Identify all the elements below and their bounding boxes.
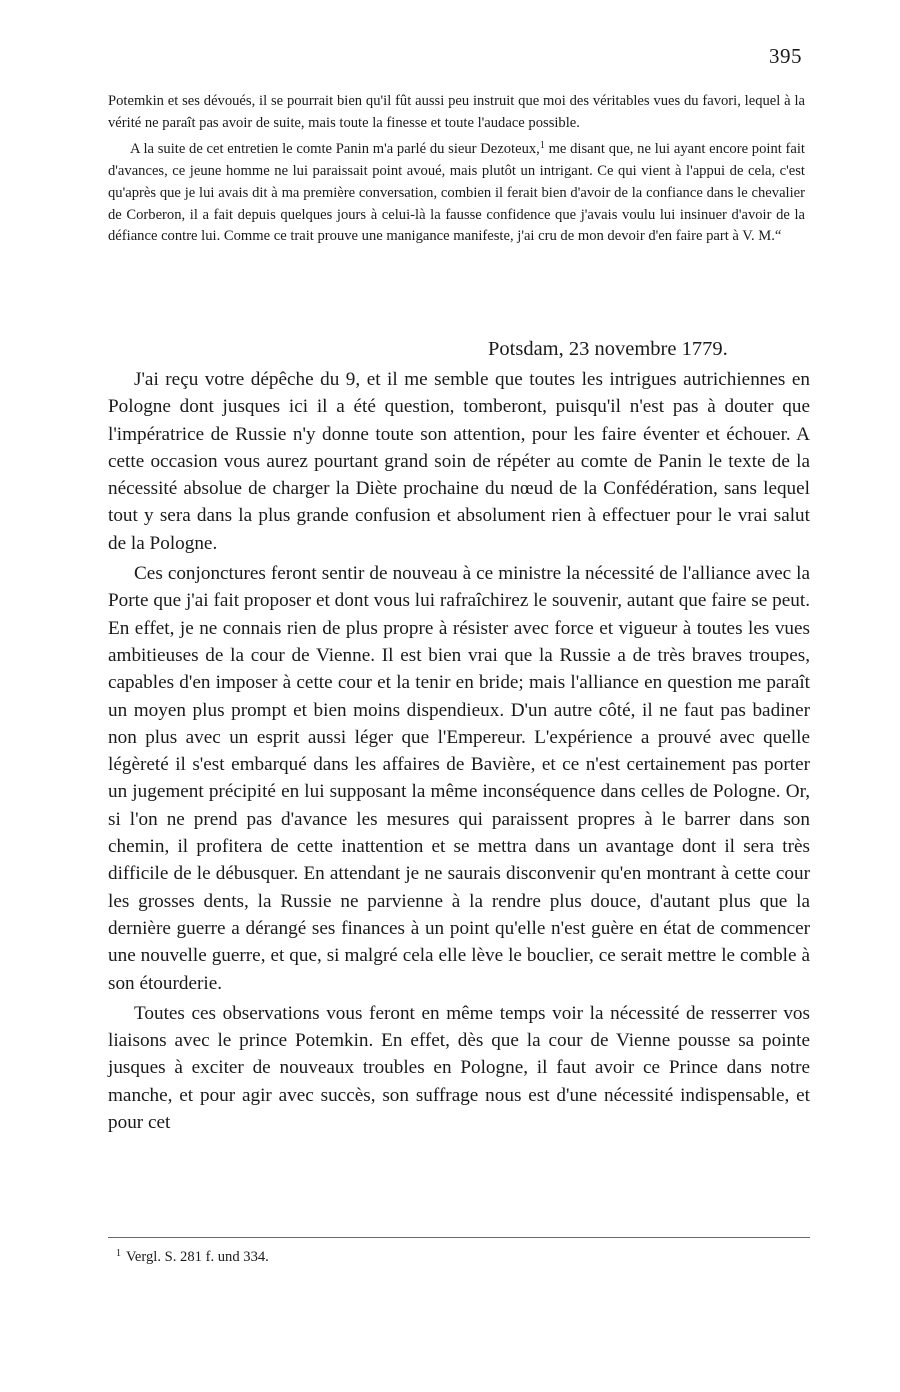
- letter-dateline: Potsdam, 23 novembre 1779.: [488, 338, 728, 360]
- footnote-marker: 1: [116, 1248, 121, 1259]
- letter-paragraph-1: J'ai reçu votre dépêche du 9, et il me semble que toutes les intrigues autrichiennes en Pologne dont jusques ici il a été question, tomberont, puisqu'il n'est pas à douter que l'impératrice de Russie n'y donne toute son attention, pour les faire éventer et échouer. A cette occasion vous aurez pourtant grand soin de répéter au comte de Panin le texte de la nécessité absolue de charger la Diète prochaine du nœud de la Confédération, sans lequel tout y sera dans la plus grande confusion et absolument rien à effectuer pour le vrai salut de la Pologne.: [108, 369, 810, 554]
- quote-paragraph-2-end: me disant que, ne lui ayant encore point fait d'avances, ce jeune homme ne lui paraissait point avoué, mais plutôt un intrigant. Ce qui vient à l'appui de cela, c'est qu'après que je lui avais dit à ma première conversation, combien il ferait bien d'avoir de la confiance dans le chevalier de Corberon, il a fait depuis quelques jours à celui-là la fausse confidence que j'avais voulu lui insinuer d'avoir de la défiance contre lui. Comme ce trait prouve une manigance manifeste, j'ai cru de mon devoir d'en faire part à V. M.“: [108, 140, 805, 245]
- footnote-divider: [108, 1237, 810, 1238]
- page-number: 395: [769, 44, 802, 68]
- letter-paragraph-2: Ces conjonctures feront sentir de nouveau à ce ministre la nécessité de l'alliance avec la Porte que j'ai fait proposer et dont vous lui rafraîchirez le souvenir, autant que faire se peut. En effet, je ne connais rien de plus propre à résister avec force et vigueur à toutes les vues ambitieuses de la cour de Vienne. Il est bien vrai que la Russie a de très braves troupes, capables d'en imposer à cette cour et la tenir en bride; mais l'alliance en question me paraît un moyen plus prompt et bien moins dispendieux. D'un autre côté, il ne faut pas badiner non plus avec un esprit aussi léger que l'Empereur. L'expérience a prouvé avec quelle légèreté il s'est embarqué dans les affaires de Bavière, et ce n'est certainement pas porter un jugement précipité en lui supposant la même inconséquence dans celles de Pologne. Or, si l'on ne prend pas d'avance les mesures qui paraissent propres à le barrer dans son chemin, il profitera de cette inattention et se mettra dans un avantage dont il sera très difficile de le débusquer. En attendant je ne saurais disconvenir qu'en montrant à cette cour les grosses dents, la Russie ne parvienne à la rendre plus douce, d'autant plus que la dernière guerre a dérangé ses finances à un point qu'elle n'est guère en état de commencer une nouvelle guerre, et que, si malgré cela elle lève le bouclier, ce serait mettre le comble à son étourderie.: [108, 563, 810, 994]
- quote-paragraph-2-start: A la suite de cet entretien le comte Panin m'a parlé du sieur Dezoteux,: [130, 140, 540, 157]
- letter-body: [108, 366, 810, 1136]
- quote-paragraph-1: Potemkin et ses dévoués, il se pourrait bien qu'il fût aussi peu instruit que moi des véritables vues du favori, lequel à la vérité ne paraît pas avoir de suite, mais toute la finesse et toute l'audace possible.: [108, 93, 805, 131]
- footnote-text: Vergl. S. 281 f. und 334.: [126, 1249, 269, 1265]
- quoted-report: [108, 91, 805, 248]
- letter-paragraph-3: Toutes ces observations vous feront en même temps voir la nécessité de resserrer vos liaisons avec le prince Potemkin. En effet, dès que la cour de Vienne pousse sa pointe jusques à exciter de nouveaux troubles en Pologne, il faut avoir ce Prince dans notre manche, et pour agir avec succès, son suffrage nous est d'une nécessité indispensable, et pour cet: [108, 1002, 810, 1134]
- footnote-reference: 1: [539, 139, 545, 151]
- quote-paragraph-2: [108, 135, 805, 249]
- footnote: [116, 1244, 269, 1267]
